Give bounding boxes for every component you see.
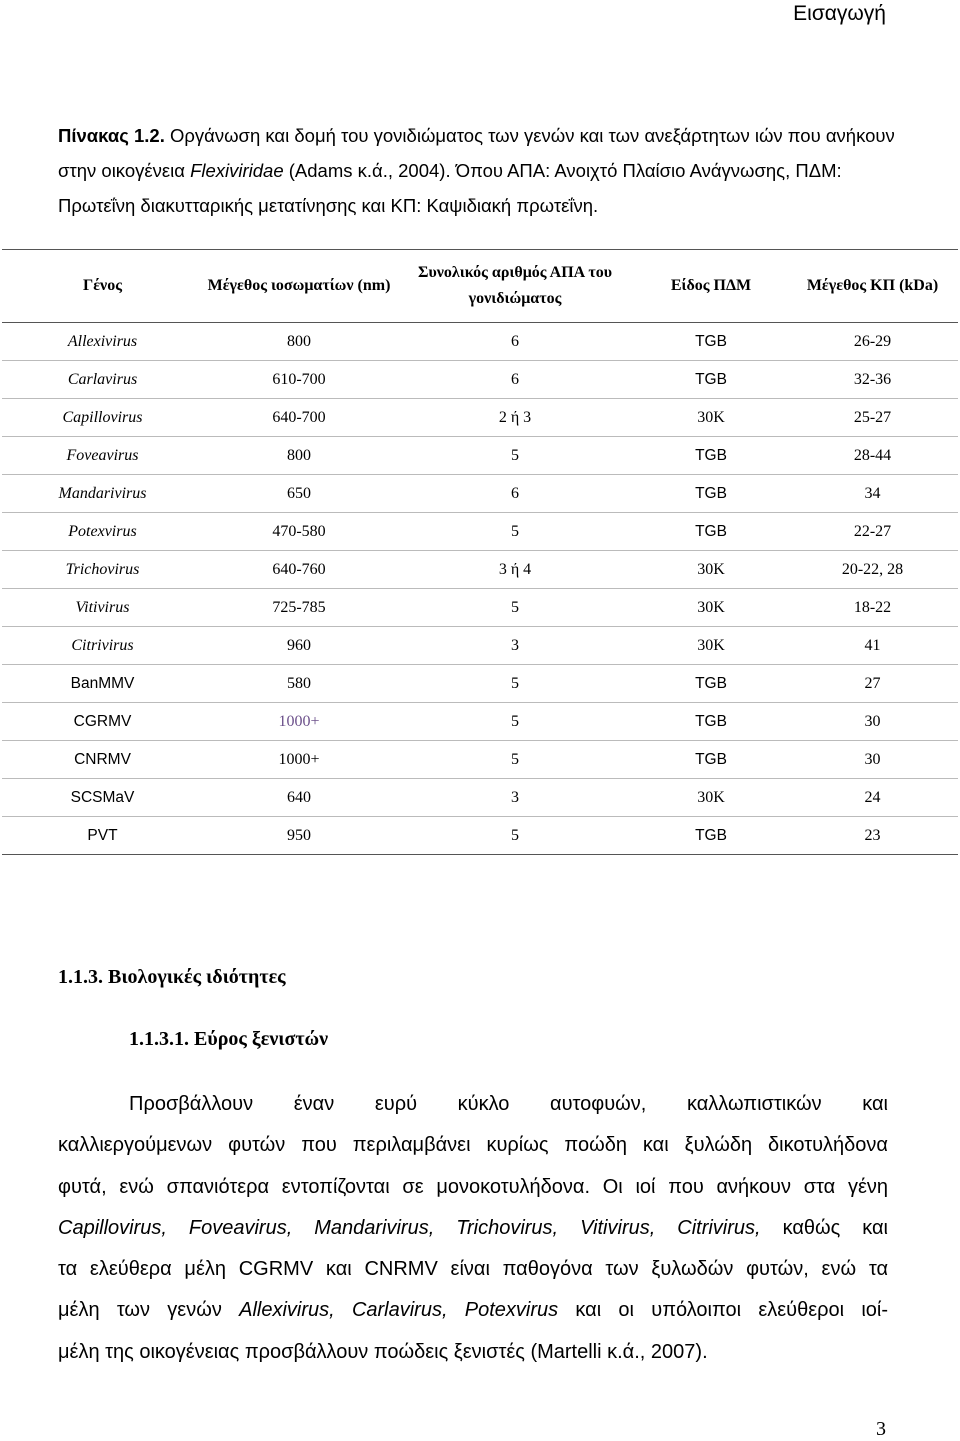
cell-movement-protein: TGB: [635, 741, 787, 779]
cell-orf-count: 5: [395, 817, 635, 855]
cell-genus: Mandarivirus: [2, 475, 203, 513]
cell-coat-protein-size: 32-36: [787, 361, 958, 399]
cell-particle-size: 640-700: [203, 399, 395, 437]
cell-movement-protein: TGB: [635, 665, 787, 703]
page-header-title: Εισαγωγή: [793, 2, 886, 25]
table-row: [2, 741, 958, 779]
cell-movement-protein: TGB: [635, 703, 787, 741]
paragraph-line-6: [58, 1290, 888, 1331]
cell-genus: SCSMaV: [2, 779, 203, 817]
table-row: [2, 779, 958, 817]
cell-orf-count: 3: [395, 627, 635, 665]
genera-list-italic-2: Allexivirus, Carlavirus, Potexvirus: [239, 1299, 559, 1322]
table-row: [2, 323, 958, 361]
caption-label: Πίνακας 1.2.: [58, 125, 165, 146]
cell-coat-protein-size: 26-29: [787, 323, 958, 361]
header-movement-protein-type: Είδος ΠΔΜ: [635, 250, 787, 323]
paragraph-line-6-end: και οι υπόλοιποι ελεύθεροι ιοί-: [558, 1299, 889, 1322]
header-orf-count: Συνολικός αριθμός ΑΠΑ του γονιδιώματος: [395, 250, 635, 323]
cell-genus: PVT: [2, 817, 203, 855]
cell-genus: Potexvirus: [2, 513, 203, 551]
cell-movement-protein: 30K: [635, 399, 787, 437]
paragraph-line-6-start: μέλη των γενών: [58, 1299, 240, 1322]
cell-orf-count: 6: [395, 475, 635, 513]
table-row: [2, 551, 958, 589]
cell-movement-protein: TGB: [635, 323, 787, 361]
cell-particle-size: 950: [203, 817, 395, 855]
cell-coat-protein-size: 20-22, 28: [787, 551, 958, 589]
cell-coat-protein-size: 25-27: [787, 399, 958, 437]
table-row: [2, 513, 958, 551]
cell-orf-count: 3 ή 4: [395, 551, 635, 589]
paragraph-line-4-rest: καθώς και: [760, 1216, 888, 1239]
cell-particle-size: 1000+: [203, 741, 395, 779]
cell-movement-protein: TGB: [635, 475, 787, 513]
cell-particle-size: 800: [203, 323, 395, 361]
subsection-heading: 1.1.3.1. Εύρος ξενιστών: [129, 1028, 329, 1050]
cell-orf-count: 6: [395, 323, 635, 361]
cell-genus: CNRMV: [2, 741, 203, 779]
cell-coat-protein-size: 24: [787, 779, 958, 817]
cell-genus: BanMMV: [2, 665, 203, 703]
table-row: [2, 627, 958, 665]
cell-particle-size: 800: [203, 437, 395, 475]
cell-orf-count: 5: [395, 741, 635, 779]
cell-movement-protein: 30K: [635, 627, 787, 665]
cell-genus: Citrivirus: [2, 627, 203, 665]
caption-text-part-2: (Adams κ.ά., 2004). Όπου ΑΠΑ: Ανοιχτό Πλαίσιο Ανάγνωσης, ΠΔΜ: Πρωτεΐνη διακυτταρικής μετατίνησης και ΚΠ: Καψιδιακή πρωτεΐνη.: [58, 160, 842, 216]
cell-genus: Trichovirus: [2, 551, 203, 589]
flexiviridae-table: [2, 249, 958, 855]
page-number: 3: [876, 1418, 886, 1440]
header-particle-size: Μέγεθος ιοσωματίων (nm): [203, 250, 395, 323]
table-row: [2, 703, 958, 741]
cell-particle-size: 725-785: [203, 589, 395, 627]
paragraph-line-4: [58, 1208, 888, 1249]
table-row: [2, 399, 958, 437]
cell-movement-protein: 30K: [635, 551, 787, 589]
cell-movement-protein: TGB: [635, 437, 787, 475]
cell-genus: Vitivirus: [2, 589, 203, 627]
cell-orf-count: 5: [395, 513, 635, 551]
caption-family-name: Flexiviridae: [190, 160, 284, 181]
header-genus: Γένος: [2, 250, 203, 323]
paragraph-line-1: Προσβάλλουν έναν ευρύ κύκλο αυτοφυών, καλλωπιστικών και: [129, 1093, 888, 1115]
paragraph-line-7: μέλη της οικογένειας προσβάλλουν ποώδεις ξενιστές (Martelli κ.ά., 2007).: [58, 1340, 708, 1363]
table-caption: [58, 118, 898, 223]
paragraph-line-5: τα ελεύθερα μέλη CGRMV και CNRMV είναι παθογόνα των ξυλωδών φυτών, ενώ τα: [58, 1258, 888, 1281]
paragraph-line-2: καλλιεργούμενων φυτών που περιλαμβάνει κυρίως ποώδη και ξυλώδη δικοτυλήδονα: [58, 1134, 888, 1157]
table-row: [2, 475, 958, 513]
cell-orf-count: 5: [395, 665, 635, 703]
cell-genus: Capillovirus: [2, 399, 203, 437]
table-row: [2, 665, 958, 703]
genera-list-italic: Capillovirus, Foveavirus, Mandarivirus, Trichovirus, Vitivirus, Citrivirus,: [58, 1216, 761, 1239]
cell-coat-protein-size: 28-44: [787, 437, 958, 475]
cell-genus: Foveavirus: [2, 437, 203, 475]
cell-particle-size: 640: [203, 779, 395, 817]
cell-orf-count: 3: [395, 779, 635, 817]
cell-coat-protein-size: 41: [787, 627, 958, 665]
cell-coat-protein-size: 23: [787, 817, 958, 855]
cell-coat-protein-size: 30: [787, 741, 958, 779]
table-row: [2, 817, 958, 855]
cell-particle-size: 470-580: [203, 513, 395, 551]
cell-orf-count: 5: [395, 703, 635, 741]
cell-coat-protein-size: 18-22: [787, 589, 958, 627]
cell-coat-protein-size: 30: [787, 703, 958, 741]
cell-movement-protein: TGB: [635, 817, 787, 855]
table-row: [2, 437, 958, 475]
cell-coat-protein-size: 34: [787, 475, 958, 513]
body-paragraph: [58, 1084, 888, 1373]
cell-particle-size: 640-760: [203, 551, 395, 589]
cell-movement-protein: 30K: [635, 779, 787, 817]
cell-orf-count: 2 ή 3: [395, 399, 635, 437]
cell-orf-count: 5: [395, 589, 635, 627]
cell-genus: Allexivirus: [2, 323, 203, 361]
caption-text-part-1: Οργάνωση και δομή του γονιδιώματος των γενών και των ανεξάρτητων ιών που ανήκουν στην οικογένεια: [58, 125, 895, 181]
cell-genus: CGRMV: [2, 703, 203, 741]
cell-coat-protein-size: 27: [787, 665, 958, 703]
cell-coat-protein-size: 22-27: [787, 513, 958, 551]
cell-particle-size: 650: [203, 475, 395, 513]
section-heading: 1.1.3. Βιολογικές ιδιότητες: [58, 966, 286, 988]
cell-movement-protein: 30K: [635, 589, 787, 627]
header-coat-protein-size: Μέγεθος ΚΠ (kDa): [787, 250, 958, 323]
table-row: [2, 361, 958, 399]
table-row: [2, 589, 958, 627]
cell-particle-size: 960: [203, 627, 395, 665]
cell-particle-size: 1000+: [203, 703, 395, 741]
cell-movement-protein: TGB: [635, 361, 787, 399]
cell-movement-protein: TGB: [635, 513, 787, 551]
table-header-row: [2, 250, 958, 323]
cell-genus: Carlavirus: [2, 361, 203, 399]
cell-particle-size: 610-700: [203, 361, 395, 399]
paragraph-line-3: φυτά, ενώ σπανιότερα εντοπίζονται σε μονοκοτυλήδονα. Οι ιοί που ανήκουν στα γένη: [58, 1175, 888, 1198]
cell-particle-size: 580: [203, 665, 395, 703]
cell-orf-count: 6: [395, 361, 635, 399]
cell-orf-count: 5: [395, 437, 635, 475]
